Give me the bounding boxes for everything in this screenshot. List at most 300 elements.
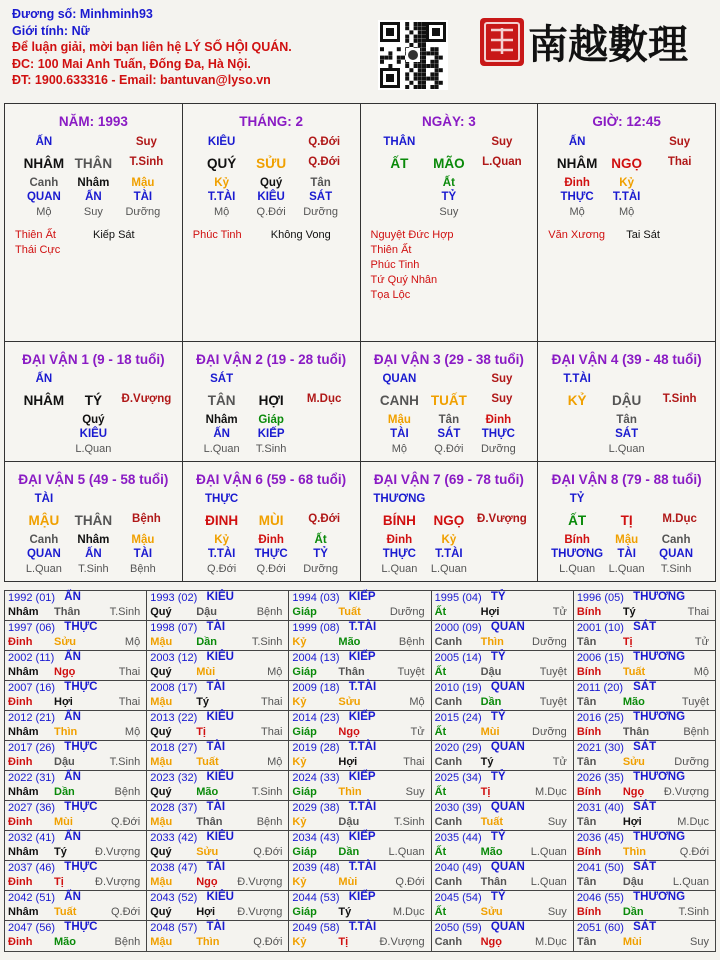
- year-cell: [574, 861, 715, 890]
- year-stage: Q.Đới: [110, 816, 141, 828]
- hidden-stage: Suy: [439, 206, 459, 218]
- year-branch: Dậu: [54, 756, 75, 768]
- year-stem: Bính: [576, 666, 602, 678]
- year-stem: Kỷ: [292, 636, 307, 648]
- year-cell: [574, 681, 715, 710]
- year-ten-god: THỰC: [64, 681, 98, 693]
- year-cell: [147, 651, 289, 680]
- year-stem: Canh: [434, 936, 463, 948]
- stem-ten-god: T.TÀI: [563, 373, 591, 385]
- year-label: 2046 (55): [576, 892, 624, 904]
- hidden-stem: Bính: [564, 534, 590, 546]
- hidden-stem: Tân: [438, 414, 460, 426]
- year-label: 2031 (40): [576, 802, 624, 814]
- year-branch: Mùi: [480, 726, 500, 738]
- cell-title: ĐẠI VẬN 6 (59 - 68 tuổi): [196, 472, 347, 487]
- year-stage: Dưỡng: [674, 756, 710, 768]
- year-label: 2039 (48): [292, 862, 340, 874]
- header-info: [12, 6, 292, 89]
- year-label: 2019 (28): [292, 742, 340, 754]
- year-cell: [147, 771, 289, 800]
- branch-stage: T.Sinh: [662, 393, 697, 405]
- year-stem: Giáp: [292, 726, 317, 738]
- year-cell: [432, 891, 574, 920]
- year-branch: Hợi: [622, 816, 642, 828]
- year-ten-god: THƯƠNG: [633, 771, 686, 783]
- year-stem: Kỷ: [292, 816, 307, 828]
- branch-stage: Đ.Vượng: [121, 393, 172, 405]
- year-stem: Nhâm: [8, 726, 39, 738]
- year-branch: Tuất: [54, 906, 77, 918]
- year-stage: M.Dục: [392, 906, 425, 918]
- year-branch: Tị: [622, 636, 633, 648]
- hidden-stem: Ất: [314, 534, 327, 546]
- year-stem: Bính: [576, 726, 602, 738]
- year-cell: [5, 591, 147, 620]
- year-stem: Đinh: [8, 936, 33, 948]
- year-stage: T.Sinh: [394, 816, 425, 828]
- year-label: 2047 (56): [8, 922, 56, 934]
- year-cell: [574, 651, 715, 680]
- year-branch: Dậu: [196, 606, 217, 618]
- hidden-stem: Tân: [310, 177, 331, 189]
- branch-stage: T.Sinh: [129, 156, 164, 168]
- hidden-stage: Q.Đới: [256, 206, 286, 218]
- year-cell: [432, 621, 574, 650]
- year-branch: Sửu: [622, 756, 645, 768]
- red-seal-icon: [480, 18, 524, 66]
- year-branch: Tuất: [480, 816, 504, 828]
- dai-van-cell: [183, 342, 361, 461]
- header-line: Giới tính: Nữ: [12, 23, 90, 38]
- year-branch: Sửu: [338, 696, 361, 708]
- branch-stage: Q.Đới: [308, 156, 341, 168]
- annual-luck-table: [4, 590, 716, 952]
- heavenly-stem: ẤT: [390, 156, 409, 171]
- year-stem: Đinh: [8, 756, 33, 768]
- year-ten-god: ẤN: [64, 831, 81, 843]
- year-stage: M.Dục: [535, 936, 567, 948]
- year-stage: Tuyệt: [539, 696, 567, 708]
- year-cell: [147, 921, 289, 951]
- star-name: Phúc Tinh: [370, 259, 420, 271]
- branch-stage: Thai: [667, 156, 692, 168]
- stage-top: Q.Đới: [308, 136, 341, 148]
- year-branch: Tý: [54, 846, 67, 858]
- year-ten-god: QUAN: [490, 621, 525, 633]
- dai-van-cell: [183, 462, 361, 581]
- hidden-stage: Mộ: [391, 443, 408, 455]
- year-label: 2043 (52): [150, 892, 198, 904]
- year-ten-god: T.TÀI: [348, 861, 377, 873]
- hidden-ten-god: QUAN: [26, 548, 61, 560]
- hidden-stage: Mộ: [569, 206, 585, 218]
- year-row: [5, 591, 715, 621]
- year-branch: Ngọ: [54, 666, 76, 678]
- hidden-stem: Nhâm: [205, 414, 238, 426]
- star-name: Không Vong: [270, 229, 331, 241]
- hidden-ten-god: QUAN: [26, 191, 61, 203]
- year-stage: Thai: [261, 696, 283, 708]
- year-stage: Mộ: [267, 756, 283, 768]
- star-name: Văn Xương: [548, 229, 606, 241]
- pillar-cell: [183, 104, 361, 341]
- year-stage: Đ.Vượng: [237, 876, 283, 888]
- earthly-branch: SỬU: [256, 156, 287, 171]
- year-cell: [147, 711, 289, 740]
- year-stage: Bệnh: [256, 606, 283, 618]
- year-stage: T.Sinh: [109, 606, 141, 618]
- heavenly-stem: QUÝ: [206, 156, 237, 171]
- hidden-ten-god: ẤN: [85, 191, 102, 203]
- stem-ten-god: TỶ: [569, 493, 585, 505]
- year-ten-god: TỶ: [490, 651, 506, 663]
- year-label: 2008 (17): [150, 682, 198, 694]
- header-line: Đương số: Minhminh93: [12, 7, 153, 21]
- year-label: 2027 (36): [8, 802, 56, 814]
- hidden-ten-god: QUAN: [659, 548, 694, 560]
- year-ten-god: ẤN: [64, 591, 81, 603]
- year-stem: Tân: [576, 636, 597, 648]
- year-label: 2010 (19): [434, 682, 482, 694]
- year-stage: Suy: [547, 906, 567, 918]
- year-stem: Kỷ: [292, 696, 307, 708]
- year-cell: [289, 921, 431, 951]
- heavenly-stem: BÍNH: [382, 513, 416, 528]
- hidden-stem: Đinh: [386, 534, 413, 546]
- year-stage: Thai: [687, 606, 710, 618]
- year-branch: Tị: [196, 726, 206, 738]
- stem-ten-god: TÀI: [34, 493, 54, 505]
- year-stem: Canh: [434, 876, 463, 888]
- hidden-ten-god: THỰC: [481, 428, 515, 440]
- header-line: ĐT: 1900.633316 - Email: bantuvan@lyso.vn: [12, 73, 271, 87]
- year-cell: [574, 741, 715, 770]
- year-cell: [574, 891, 715, 920]
- earthly-branch: NGỌ: [611, 156, 643, 171]
- year-stem: Quý: [150, 846, 172, 858]
- year-branch: Mão: [338, 636, 361, 648]
- hidden-ten-god: TÀI: [617, 548, 636, 560]
- year-stem: Nhâm: [8, 666, 39, 678]
- hidden-ten-god: THỰC: [382, 548, 416, 560]
- year-stage: Q.Đới: [395, 876, 425, 888]
- star-name: Tứ Quý Nhân: [370, 274, 438, 286]
- year-ten-god: THỰC: [64, 621, 98, 633]
- hidden-ten-god: THƯƠNG: [551, 548, 604, 560]
- year-branch: Tị: [54, 876, 64, 888]
- year-branch: Sửu: [54, 636, 77, 648]
- year-label: 2023 (32): [150, 772, 198, 784]
- year-branch: Tý: [338, 906, 352, 918]
- year-ten-god: KIÊU: [206, 831, 234, 843]
- year-branch: Mùi: [54, 816, 73, 828]
- year-cell: [289, 801, 431, 830]
- year-stage: Q.Đới: [253, 846, 283, 858]
- year-cell: [147, 801, 289, 830]
- year-label: 2041 (50): [576, 862, 624, 874]
- year-label: 2049 (58): [292, 922, 340, 934]
- hidden-stem: Tân: [616, 414, 637, 426]
- year-branch: Mão: [196, 786, 219, 798]
- year-row: [5, 681, 715, 711]
- hidden-stage: Mộ: [213, 206, 230, 218]
- year-ten-god: TÀI: [206, 621, 226, 633]
- hidden-ten-god: TÀI: [133, 191, 153, 203]
- year-label: 2009 (18): [292, 682, 340, 694]
- year-cell: [432, 861, 574, 890]
- earthly-branch: MÙI: [258, 513, 284, 528]
- year-stage: Dưỡng: [532, 726, 567, 738]
- year-stage: Bệnh: [398, 636, 425, 648]
- year-label: 2026 (35): [576, 772, 624, 784]
- year-ten-god: THỰC: [64, 801, 98, 813]
- year-stem: Tân: [576, 936, 597, 948]
- year-label: 1995 (04): [434, 592, 482, 604]
- hidden-stem: Canh: [29, 177, 59, 189]
- year-cell: [147, 681, 289, 710]
- year-ten-god: KIÊU: [206, 651, 234, 663]
- year-label: 2037 (46): [8, 862, 56, 874]
- hidden-stage: Dưỡng: [303, 206, 338, 218]
- year-cell: [147, 861, 289, 890]
- year-stage: Đ.Vượng: [663, 786, 710, 798]
- stem-ten-god: ẤN: [568, 136, 586, 148]
- year-cell: [289, 591, 431, 620]
- year-cell: [289, 861, 431, 890]
- year-stage: Bệnh: [683, 726, 710, 738]
- year-branch: Mão: [480, 846, 503, 858]
- year-ten-god: KIẾP: [348, 831, 376, 843]
- year-branch: Tuất: [338, 606, 361, 618]
- year-branch: Mùi: [196, 666, 216, 678]
- year-branch: Ngọ: [622, 786, 645, 798]
- year-label: 2002 (11): [8, 652, 55, 664]
- year-cell: [289, 831, 431, 860]
- hidden-ten-god: SÁT: [309, 191, 333, 203]
- heavenly-stem: NHÂM: [23, 393, 65, 408]
- hidden-stem: Đinh: [258, 534, 284, 546]
- hidden-stage: Mộ: [618, 206, 635, 218]
- cell-title: NGÀY: 3: [421, 114, 476, 129]
- branch-stage: M.Dục: [306, 393, 342, 405]
- year-stem: Quý: [150, 606, 172, 618]
- year-ten-god: SÁT: [633, 801, 657, 813]
- hidden-stem: Kỷ: [619, 177, 634, 189]
- year-stage: T.Sinh: [678, 906, 710, 918]
- year-branch: Thìn: [196, 936, 220, 948]
- hidden-ten-god: KIẾP: [257, 428, 285, 440]
- year-stage: L.Quan: [388, 846, 425, 858]
- year-stem: Kỷ: [292, 756, 307, 768]
- hidden-stage: Dưỡng: [125, 206, 161, 218]
- year-stem: Bính: [576, 906, 602, 918]
- year-stem: Quý: [150, 906, 172, 918]
- year-ten-god: TỶ: [490, 771, 506, 783]
- year-stage: Tuyệt: [397, 666, 425, 678]
- stem-ten-god: SÁT: [210, 373, 234, 385]
- year-stage: Dưỡng: [532, 636, 567, 648]
- earthly-branch: THÂN: [74, 156, 113, 171]
- year-branch: Thìn: [338, 786, 362, 798]
- year-stage: Q.Đới: [110, 906, 141, 918]
- year-ten-god: ẤN: [64, 891, 81, 903]
- dai-van-cell: [5, 462, 183, 581]
- year-ten-god: SÁT: [633, 861, 657, 873]
- star-name: Thiên Ất: [370, 244, 412, 256]
- year-cell: [432, 801, 574, 830]
- cell-title: ĐẠI VẬN 2 (19 - 28 tuổi): [196, 352, 347, 367]
- hidden-ten-god: KIÊU: [257, 191, 285, 203]
- year-ten-god: THƯƠNG: [633, 711, 686, 723]
- year-stem: Ất: [434, 666, 447, 678]
- year-branch: Mão: [622, 696, 645, 708]
- hidden-ten-god: T.TÀI: [612, 191, 641, 203]
- year-stem: Quý: [150, 666, 172, 678]
- hidden-stage: L.Quan: [430, 563, 467, 575]
- year-stem: Canh: [434, 816, 463, 828]
- year-stage: Mộ: [267, 666, 283, 678]
- year-stage: Thai: [403, 756, 425, 768]
- year-stem: Giáp: [292, 846, 317, 858]
- year-stem: Canh: [434, 696, 463, 708]
- star-name: Thái Cực: [15, 244, 61, 256]
- header-line: ĐC: 100 Mai Anh Tuấn, Đống Đa, Hà Nội.: [12, 56, 251, 71]
- year-label: 1997 (06): [8, 622, 56, 634]
- year-label: 2014 (23): [292, 712, 340, 724]
- logo-text: 南越數理: [528, 21, 688, 68]
- year-stem: Đinh: [8, 696, 33, 708]
- year-cell: [5, 801, 147, 830]
- year-stem: Mậu: [150, 936, 173, 948]
- dai-van-cell: [361, 462, 539, 581]
- logo: [478, 10, 710, 72]
- earthly-branch: THÂN: [74, 513, 113, 528]
- year-stage: Đ.Vượng: [379, 936, 425, 948]
- year-stage: Tử: [552, 756, 567, 768]
- hidden-ten-god: T.TÀI: [207, 191, 236, 203]
- dai-van-cell: [361, 342, 539, 461]
- year-branch: Sửu: [480, 906, 503, 918]
- year-branch: Mão: [54, 936, 76, 948]
- earthly-branch: DẬU: [612, 393, 642, 408]
- year-ten-god: TỶ: [490, 711, 506, 723]
- year-label: 1999 (08): [292, 622, 340, 634]
- year-label: 1996 (05): [576, 592, 624, 604]
- hidden-ten-god: KIÊU: [79, 428, 108, 440]
- stem-ten-god: THÂN: [383, 136, 416, 148]
- year-stem: Bính: [576, 846, 602, 858]
- year-branch: Tị: [480, 786, 491, 798]
- cell-title: ĐẠI VẬN 4 (39 - 48 tuổi): [551, 352, 702, 367]
- year-ten-god: THƯƠNG: [633, 831, 686, 843]
- heavenly-stem: CANH: [379, 393, 419, 408]
- year-label: 2050 (59): [434, 922, 482, 934]
- year-stem: Tân: [576, 756, 597, 768]
- heavenly-stem: TÂN: [207, 393, 236, 408]
- year-stem: Nhâm: [8, 786, 39, 798]
- year-branch: Dậu: [622, 876, 644, 888]
- branch-stage: Suy: [491, 393, 513, 405]
- year-stage: Thai: [118, 696, 141, 708]
- year-ten-god: THỰC: [64, 741, 98, 753]
- year-row: [5, 921, 715, 951]
- hidden-stem: Kỷ: [214, 534, 229, 546]
- year-cell: [432, 921, 574, 951]
- year-stem: Ất: [434, 906, 447, 918]
- year-stem: Mậu: [150, 636, 173, 648]
- year-stem: Đinh: [8, 636, 33, 648]
- year-ten-god: TỶ: [490, 891, 506, 903]
- year-branch: Dậu: [480, 666, 502, 678]
- year-stage: L.Quan: [530, 876, 567, 888]
- year-stage: Suy: [547, 816, 567, 828]
- hidden-stem: Mậu: [387, 414, 411, 426]
- year-stem: Tân: [576, 876, 597, 888]
- year-ten-god: TÀI: [206, 921, 226, 933]
- year-label: 2001 (10): [576, 622, 624, 634]
- year-row: [5, 711, 715, 741]
- year-branch: Dần: [54, 786, 75, 798]
- dai-van-cell: [538, 462, 715, 581]
- year-stem: Tân: [576, 816, 597, 828]
- year-branch: Tị: [338, 936, 349, 948]
- hidden-stage: Q.Đới: [256, 563, 286, 575]
- hidden-stem: Đinh: [564, 177, 590, 189]
- year-ten-god: KIẾP: [348, 591, 376, 603]
- hidden-stage: Suy: [83, 206, 103, 218]
- year-ten-god: SÁT: [633, 921, 657, 933]
- earthly-branch: NGỌ: [433, 513, 465, 528]
- cell-title: ĐẠI VẬN 7 (69 - 78 tuổi): [373, 472, 524, 487]
- year-stage: Q.Đới: [679, 846, 710, 858]
- hidden-stem: Mậu: [131, 534, 155, 546]
- heavenly-stem: ĐINH: [205, 513, 239, 528]
- year-stage: M.Dục: [535, 786, 567, 798]
- branch-stage: Q.Đới: [308, 513, 341, 525]
- heavenly-stem: NHÂM: [556, 156, 598, 171]
- year-stem: Kỷ: [292, 876, 307, 888]
- year-branch: Hợi: [338, 756, 358, 768]
- year-ten-god: T.TÀI: [348, 741, 377, 753]
- hidden-stem: Kỷ: [441, 534, 457, 546]
- year-branch: Dần: [196, 636, 217, 648]
- year-ten-god: KIẾP: [348, 651, 376, 663]
- year-cell: [147, 621, 289, 650]
- year-cell: [432, 741, 574, 770]
- year-ten-god: QUAN: [490, 681, 525, 693]
- year-cell: [432, 591, 574, 620]
- year-label: 2042 (51): [8, 892, 56, 904]
- year-label: 2007 (16): [8, 682, 56, 694]
- cell-title: ĐẠI VẬN 1 (9 - 18 tuổi): [22, 352, 165, 367]
- year-cell: [574, 801, 715, 830]
- year-label: 2022 (31): [8, 772, 56, 784]
- year-cell: [289, 711, 431, 740]
- year-label: 2035 (44): [434, 832, 482, 844]
- year-label: 2025 (34): [434, 772, 482, 784]
- year-cell: [289, 651, 431, 680]
- year-branch: Dần: [622, 906, 644, 918]
- hidden-stage: L.Quan: [608, 443, 645, 455]
- year-stem: Nhâm: [8, 846, 39, 858]
- hidden-ten-god: THỰC: [560, 191, 594, 203]
- hidden-stem: Canh: [661, 534, 691, 546]
- year-ten-god: TÀI: [206, 681, 226, 693]
- year-branch: Tuất: [196, 756, 219, 768]
- star-name: Tai Sát: [626, 229, 660, 241]
- year-cell: [574, 771, 715, 800]
